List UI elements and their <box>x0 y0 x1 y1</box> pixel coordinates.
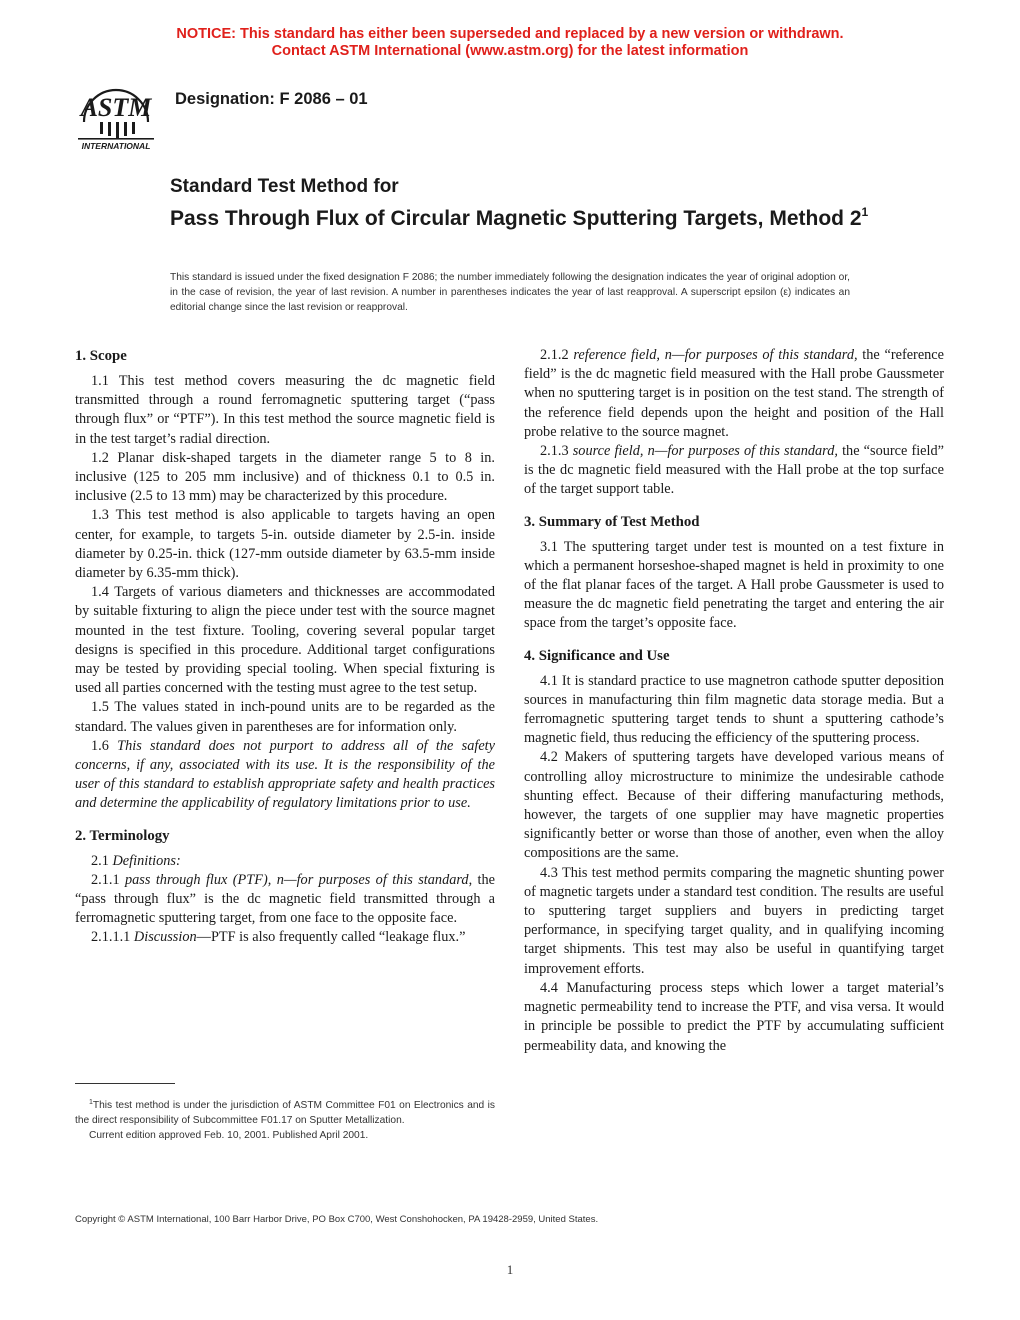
title-block <box>170 175 870 232</box>
para-2-1-1-1-num: 2.1.1.1 <box>91 929 134 946</box>
title-main-text: Pass Through Flux of Circular Magnetic Sputtering Targets, Method 2 <box>170 207 862 230</box>
para-1-3: 1.3 This test method is also applicable to targets having an open center, for example, to targets 5-in. outside diameter by 2.5-in. inside diameter by 0.25-in. thick (127-mm outside diameter by 63.5-mm inside diameter by 6.35-mm thick). <box>75 507 495 582</box>
para-3-1: 3.1 The sputtering target under test is mounted on a test fixture in which a permanent horseshoe-shaped magnet is held in proximity to one of the flat planar faces of the target. A Hall probe Gaussmeter is used to measure the dc magnetic field penetrating the target and entering the air space from the target’s opposite face. <box>524 538 944 632</box>
title-footnote-mark: 1 <box>861 205 869 219</box>
copyright-line: Copyright © ASTM International, 100 Barr Harbor Drive, PO Box C700, West Conshohocken, PA 19428-2959, United States. <box>75 1214 599 1225</box>
para-1-6-num: 1.6 <box>91 737 118 754</box>
section-terminology-heading: 2. Terminology <box>75 827 170 844</box>
para-4-4: 4.4 Manufacturing process steps which lower a target material’s magnetic permeability tend to increase the PTF, and visa versa. It would in principle be possible to predict the PTF by accumulating sufficient permeability data, and knowing the <box>524 979 944 1054</box>
para-2-1-1-num: 2.1.1 <box>91 871 125 888</box>
section-summary-heading: 3. Summary of Test Method <box>524 513 700 530</box>
para-2-1 <box>75 852 495 871</box>
para-1-6-text: This standard does not purport to address all of the safety concerns, if any, associated with its use. It is the responsibility of the user of this standard to establish appropriate safety and health practices and determine the applicability of regulatory limitations prior to use. <box>75 737 495 812</box>
left-column <box>75 346 495 948</box>
notice-line-1: NOTICE: This standard has either been superseded and replaced by a new version or withdrawn. <box>176 26 844 42</box>
para-2-1-1-1 <box>75 928 495 947</box>
para-2-1-2-term: reference field, n—for purposes of this standard, <box>573 347 858 363</box>
para-1-1: 1.1 This test method covers measuring the dc magnetic field transmitted through a round ferromagnetic sputtering target (“pass through flux” or “PTF”). In this test method the source magnetic field is in the test target’s radial direction. <box>75 373 495 447</box>
section-significance-heading: 4. Significance and Use <box>524 647 670 664</box>
para-4-2: 4.2 Makers of sputtering targets have developed various means of controlling alloy microstructure to minimize the undesirable cathode shunting effect. Because of their differing manufacturing methods, however, the targets of one supplier may have magnetic properties significantly better or worse than those of another, even when the alloy compositions are the same. <box>524 749 944 862</box>
para-2-1-2-num: 2.1.2 <box>540 347 574 363</box>
para-2-1-2-text: the “reference field” is the dc magnetic field measured with the Hall probe Gaussmeter when no sputtering target is in position on the test stand. The strength of the reference field depends upon the height and position of the Hall probe relative to the source magnet. <box>524 347 945 440</box>
para-2-1-3-term: source field, n—for purposes of this standard, <box>572 443 838 460</box>
para-2-1-1-1-text: —PTF is also frequently called “leakage flux.” <box>196 929 466 946</box>
para-2-1-3-num: 2.1.3 <box>540 443 573 460</box>
para-2-1-3-text: the “source field” is the dc magnetic field measured with the Hall probe at the top surface of the target support table. <box>524 443 944 498</box>
astm-logo <box>70 74 162 154</box>
para-2-1-3 <box>524 442 944 500</box>
title-prefix: Standard Test Method for <box>170 176 399 197</box>
footnote-2: Current edition approved Feb. 10, 2001. Published April 2001. <box>89 1130 369 1141</box>
para-2-1-text: Definitions: <box>112 852 181 869</box>
supersession-notice <box>0 26 1020 60</box>
page-number: 1 <box>506 1262 514 1277</box>
logo-subtext: INTERNATIONAL <box>81 141 151 151</box>
para-2-1-1-text: , the “pass through flux” is the dc magnetic field transmitted through a ferromagnetic sputtering target, from one face to the opposite face. <box>75 871 495 927</box>
para-2-1-2 <box>524 346 944 442</box>
para-2-1-1-term: pass through flux (PTF), n—for purposes of this standard <box>125 871 469 888</box>
footnote-1-text: This test method is under the jurisdiction of ASTM Committee F01 on Electronics and is the direct responsibility of Subcommittee F01.17 on Sputter Metallization. <box>75 1100 495 1126</box>
footnote-1-mark: 1 <box>89 1099 93 1106</box>
title-main <box>170 199 870 232</box>
para-1-6 <box>75 737 495 814</box>
para-2-1-1-1-term: Discussion <box>133 929 197 946</box>
issue-note: This standard is issued under the fixed designation F 2086; the number immediately following the designation indicates the year of original adoption or, in the case of revision, the year of last revision. A number in parentheses indicates the year of last reapproval. A superscript epsilon (ε) indicates an editorial change since the last revision or reapproval. <box>170 272 850 313</box>
footnote-rule <box>75 1083 175 1084</box>
para-2-1-num: 2.1 <box>91 852 113 869</box>
para-2-1-1 <box>75 871 495 929</box>
footnote-1 <box>75 1095 495 1128</box>
para-4-1: 4.1 It is standard practice to use magnetron cathode sputter deposition sources in manufacturing thin film magnetic data storage media. But a ferromagnetic sputtering target tends to shunt a sputtering cathode’s magnetic field, thus reducing the efficiency of the sputtering process. <box>524 672 944 747</box>
para-4-3: 4.3 This test method permits comparing the magnetic shunting power of magnetic targets under a standard test condition. The results are useful to sputtering target suppliers and buyers in predicting target performance, in specifying target quality, and in qualifying incoming target shipments. This test may also be useful in quantifying target improvement efforts. <box>524 864 944 977</box>
footnotes <box>75 1095 495 1143</box>
notice-line-2: Contact ASTM International (www.astm.org) for the latest information <box>271 43 749 59</box>
para-1-4: 1.4 Targets of various diameters and thicknesses are accommodated by suitable fixturing to align the piece under test with the source magnet mounted in the test fixture. Tooling, covering several popular target designs is specified in this procedure. Additional target configurations may be tested by providing special tooling. When special fixturing is used all parties concerned with the testing must agree to the test setup. <box>75 584 495 697</box>
para-1-5: 1.5 The values stated in inch-pound units are to be regarded as the standard. The values given in parentheses are for information only. <box>75 699 495 735</box>
section-scope-heading: 1. Scope <box>75 348 127 364</box>
designation: Designation: F 2086 – 01 <box>175 90 368 108</box>
para-1-2: 1.2 Planar disk-shaped targets in the diameter range 5 to 8 in. inclusive (125 to 205 mm inclusive) and of thickness 0.1 to 0.5 in. inclusive (2.5 to 13 mm) may be characterized by this procedure. <box>75 449 495 505</box>
logo-mark-text: ASTM <box>80 93 152 122</box>
right-column <box>524 346 944 1056</box>
